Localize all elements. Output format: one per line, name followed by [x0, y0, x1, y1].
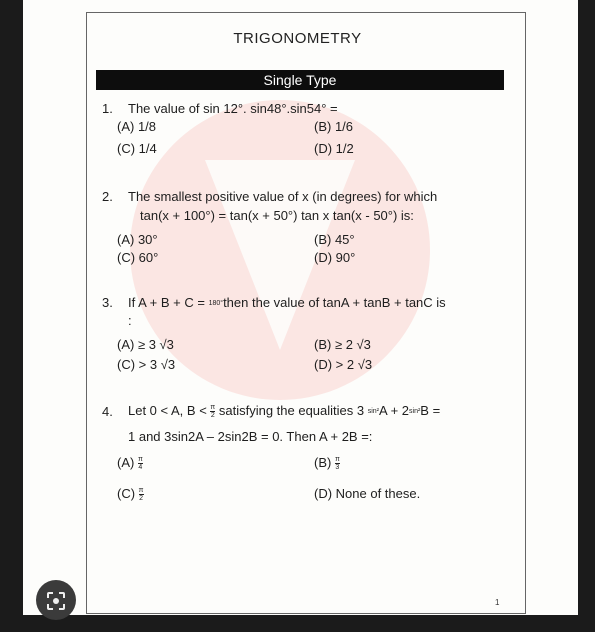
option-label: (B) — [314, 455, 335, 470]
fraction-denominator: 2 — [210, 412, 215, 420]
option-d: (D) > 2 √3 — [314, 357, 373, 372]
fraction — [139, 487, 144, 502]
question-text-post: B = — [420, 403, 441, 418]
fraction-numerator: π — [210, 404, 216, 412]
option-b — [314, 455, 340, 471]
question-text-small: sin² — [409, 408, 421, 416]
question-text-post: then the value of tanA + tanB + tanC is — [223, 295, 446, 310]
question-number: 4. — [102, 404, 113, 419]
fraction-denominator: 3 — [335, 464, 340, 472]
page-title: TRIGONOMETRY — [233, 30, 362, 47]
page-number: 1 — [495, 598, 500, 607]
question-text-line2: : — [128, 313, 132, 328]
question-number: 1. — [102, 101, 113, 116]
fraction — [335, 456, 340, 471]
option-c: (C) 60° — [117, 250, 159, 265]
option-d: (D) 90° — [314, 250, 356, 265]
question-text-line1: The smallest positive value of x (in degrees) for which — [128, 189, 438, 204]
fraction-denominator: 2 — [139, 495, 144, 503]
question-text-mid: satisfying the equalities 3 — [215, 403, 368, 418]
option-label: (A) — [117, 455, 138, 470]
fraction-numerator: π — [137, 456, 143, 464]
option-d: (D) None of these. — [314, 486, 421, 501]
option-b: (B) ≥ 2 √3 — [314, 337, 371, 352]
fraction-numerator: π — [138, 487, 144, 495]
option-d: (D) 1/2 — [314, 141, 354, 156]
question-text-pre: If A + B + C = — [128, 295, 209, 310]
fraction — [138, 456, 143, 471]
question-number: 2. — [102, 189, 113, 204]
option-a — [117, 455, 143, 471]
question-text-line2: tan(x + 100°) = tan(x + 50°) tan x tan(x - 50°) is: — [140, 208, 414, 223]
question-text-pre: Let 0 < A, B < — [128, 403, 211, 418]
question-text-line2: 1 and 3sin2A – 2sin2B = 0. Then A + 2B =: — [128, 429, 373, 444]
question-text-small: 180° — [208, 300, 224, 308]
option-a: (A) ≥ 3 √3 — [117, 337, 174, 352]
question-number: 3. — [102, 295, 113, 310]
question-text-mid2: A + 2 — [379, 403, 410, 418]
option-a: (A) 30° — [117, 232, 158, 247]
option-b: (B) 1/6 — [314, 119, 354, 134]
question-text: The value of sin 12°. sin48°.sin54° = — [128, 101, 338, 116]
question-text — [128, 294, 446, 312]
option-b: (B) 45° — [314, 232, 355, 247]
option-c — [117, 486, 144, 502]
fraction-numerator: π — [334, 456, 340, 464]
question-text — [128, 402, 440, 420]
option-label: (C) — [117, 486, 139, 501]
option-c: (C) > 3 √3 — [117, 357, 176, 372]
option-a: (A) 1/8 — [117, 119, 157, 134]
section-band: Single Type — [96, 70, 504, 90]
question-text-small: sin² — [367, 408, 380, 416]
fraction-denominator: 4 — [138, 464, 143, 472]
option-c: (C) 1/4 — [117, 141, 157, 156]
lens-search-icon[interactable] — [36, 580, 76, 620]
